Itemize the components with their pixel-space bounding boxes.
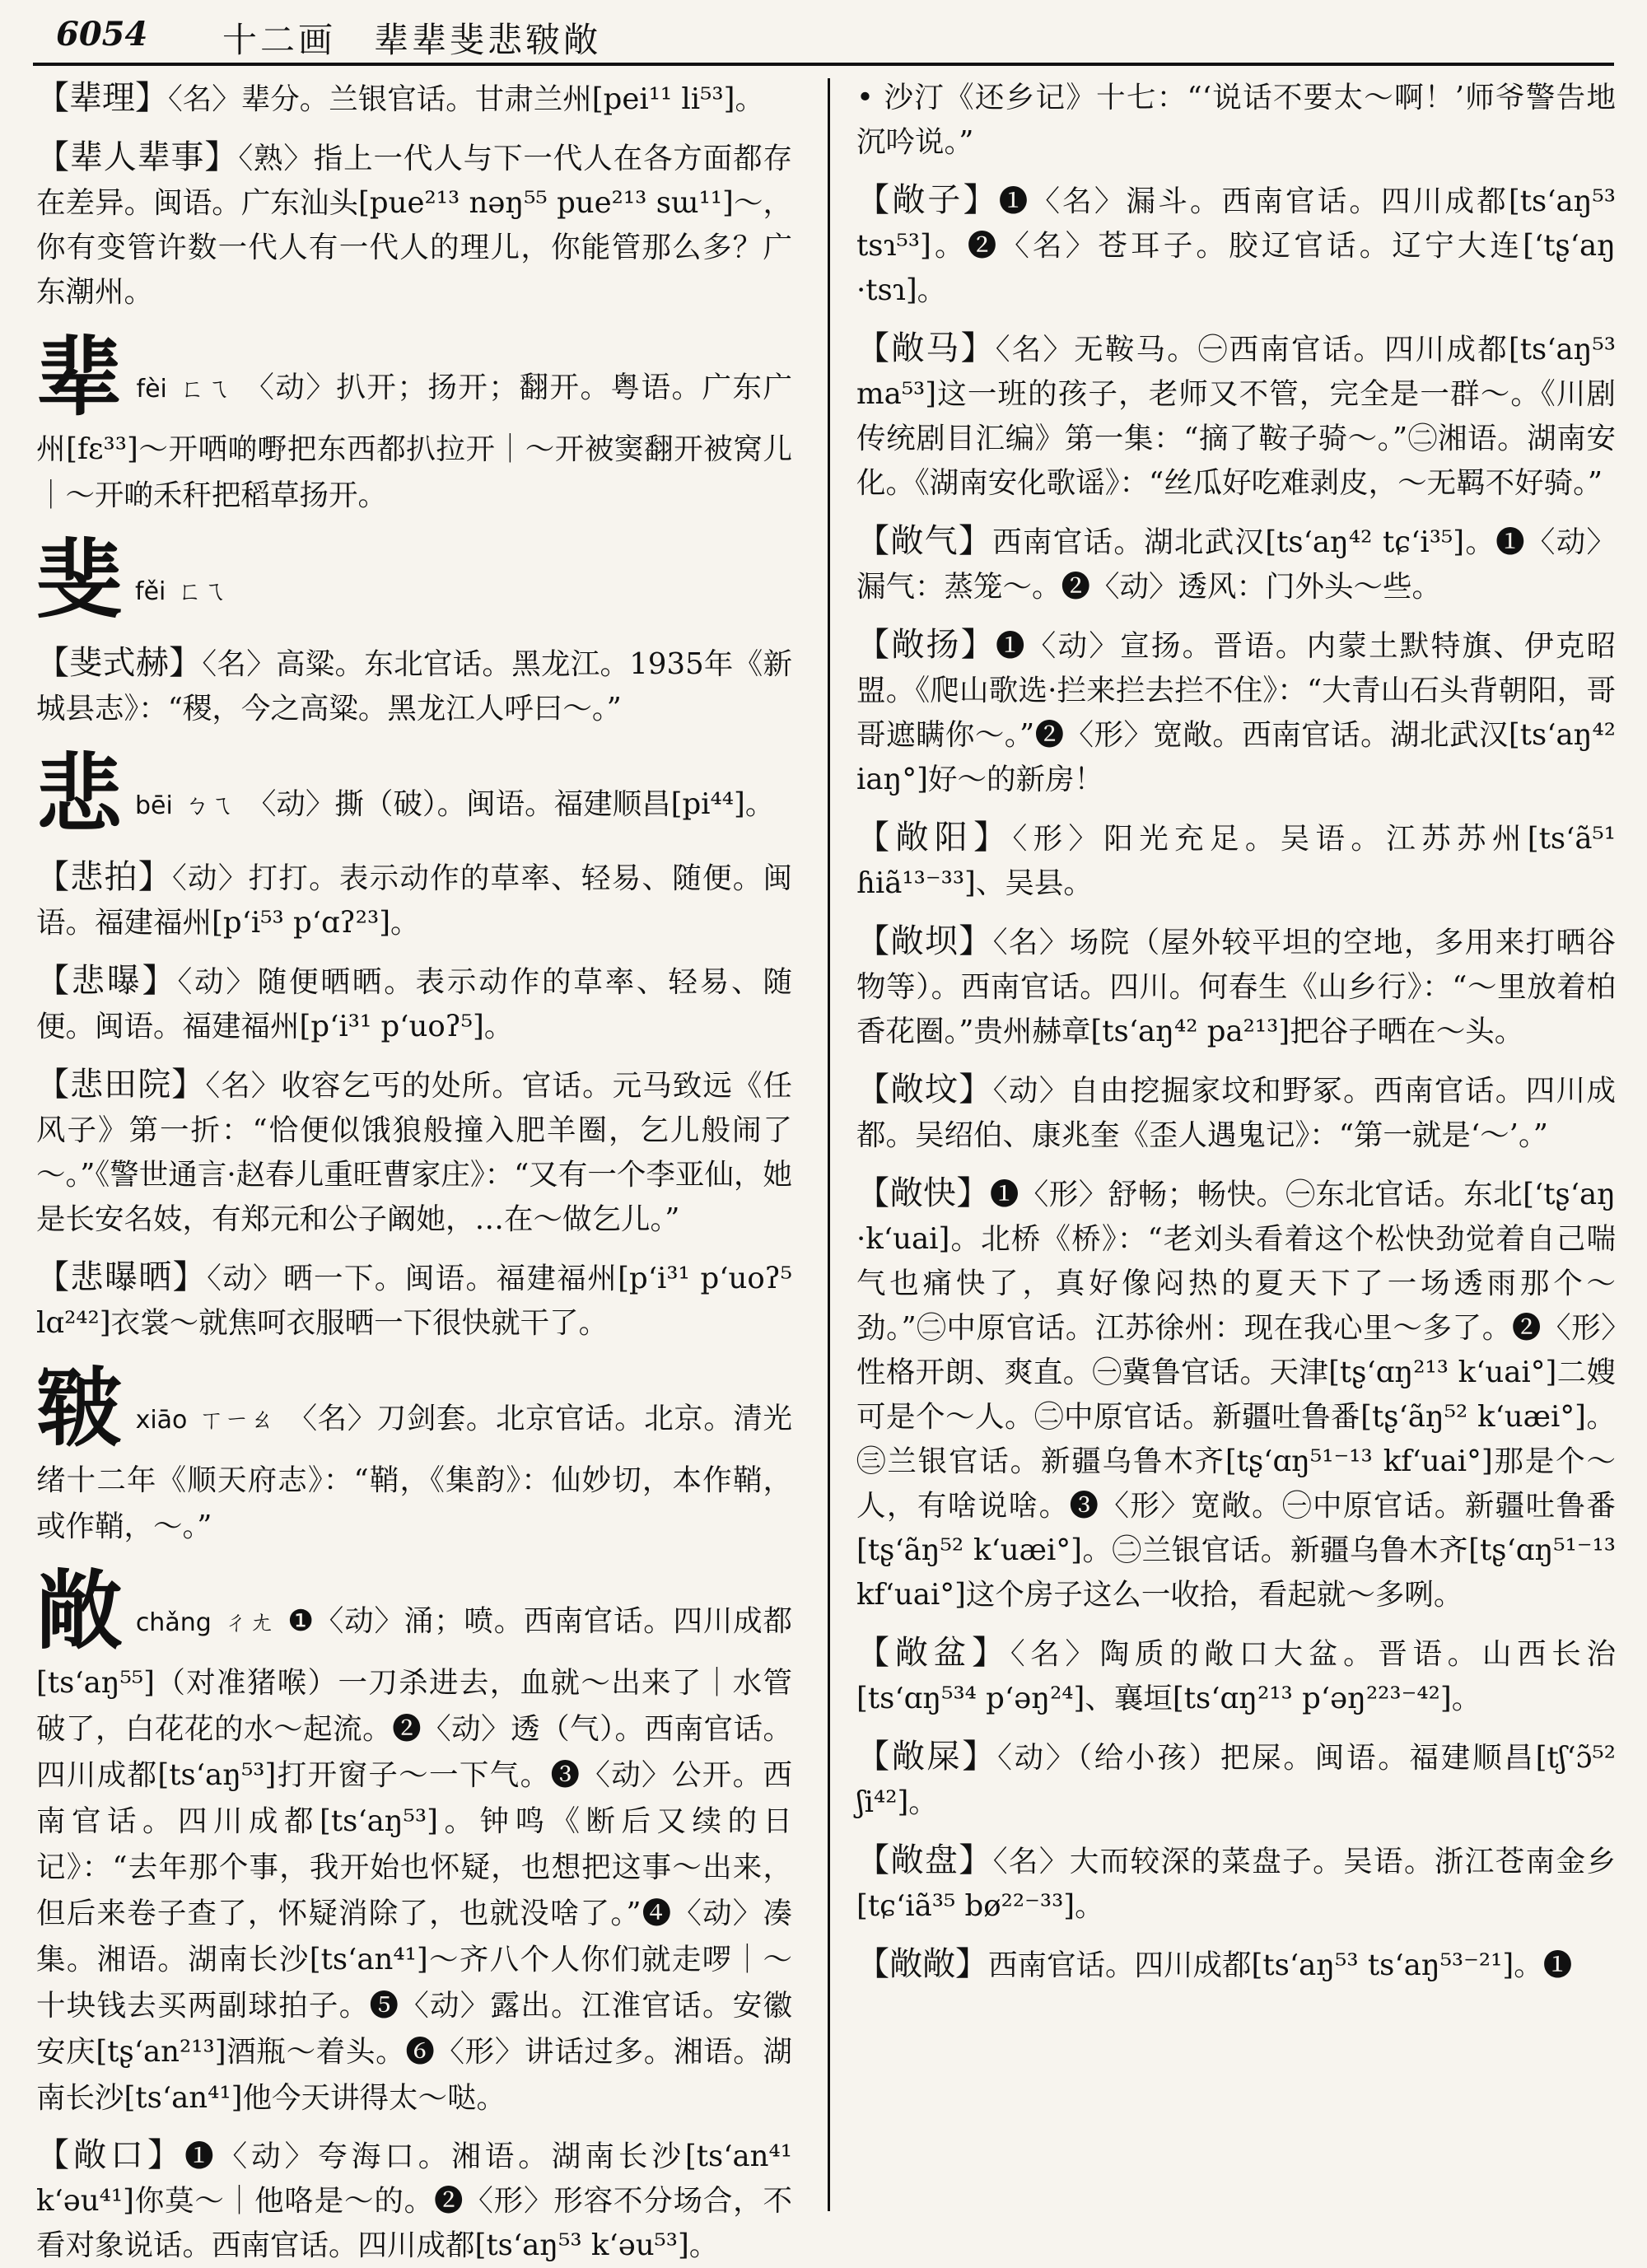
entry-definition: 〈名〉无鞍马。㊀西南官话。四川成都[ts‘aŋ⁵³ ma⁵³]这一班的孩子，老师又不管，完全是一群～。《川剧传统剧目汇编》第一集：“摘了鞍子骑～。”㊁湘语。湖南安化。《湖南安化歌谣》：“丝瓜好吃难剥皮，～无羁不好骑。” (856, 333, 1616, 500)
dictionary-entry (856, 1171, 1616, 1617)
entry-definition: 〈动〉随便晒晒。表示动作的草率、轻易、随便。闽语。福建福州[p‘i³¹ p‘uoʔ⁵]。 (36, 965, 792, 1043)
entry-definition: 〈动〉打打。表示动作的草率、轻易、随便。闽语。福建福州[p‘i⁵³ p‘ɑʔ²³]。 (36, 861, 792, 940)
entry-definition: 〈名〉高粱。东北官话。黑龙江。1935年《新城县志》：“稷，今之高粱。黑龙江人呼曰～。” (36, 647, 792, 726)
character-headword: 辈 (36, 326, 124, 427)
dictionary-entry (856, 623, 1616, 802)
zhuyin: ㄈㄟ (177, 577, 227, 606)
entry-definition: 〈名〉陶质的敞口大盆。晋语。山西长治[ts‘ɑŋ⁵³⁴ p‘əŋ²⁴]、襄垣[ts‘ɑŋ²¹³ p‘əŋ²²³⁻⁴²]。 (856, 1637, 1616, 1715)
entry-headword: 【悲田院】 (36, 1066, 206, 1104)
dictionary-entry (856, 519, 1616, 609)
entry-definition: ❶〈动〉夸海口。湘语。湖南长沙[ts‘an⁴¹ k‘əu⁴¹]你莫～｜他咯是～的。❷〈形〉形容不分场合，不看对象说话。西南官话。四川成都[ts‘aŋ⁵³ k‘əu⁵³]。 (36, 2140, 792, 2262)
zhuyin: ㄒㄧㄠ (198, 1406, 275, 1435)
dictionary-entry (856, 1838, 1616, 1929)
character-headword: 悲 (36, 743, 123, 844)
entry-definition: 〈名〉收容乞丐的处所。官话。元马致远《任风子》第一折：“恰便似饿狼般撞入肥羊圈，乞儿般闹了～。”《警世通言·赵春儿重旺曹家庄》：“又有一个李亚仙，她是长安名妓，有郑元和公子阚她，…在～做乞儿。” (36, 1069, 792, 1236)
entry-headword: 【悲曝晒】 (36, 1258, 208, 1296)
entry-headword: 【悲曝】 (36, 962, 178, 1000)
dictionary-entry (36, 641, 792, 731)
entry-headword: 【敞盘】 (856, 1841, 993, 1879)
left-column (36, 76, 792, 2262)
entry-headword: 【敞屎】 (856, 1738, 998, 1776)
entry-definition: ❶〈动〉宣扬。晋语。内蒙土默特旗、伊克昭盟。《爬山歌选·拦来拦去拦不住》：“大青山石头背朝阳，哥哥遮瞒你～。”❷〈形〉宽敞。西南官话。湖北武汉[ts‘aŋ⁴² iaŋ°]好～的新房！ (856, 629, 1616, 796)
entry-definition: 〈熟〉指上一代人与下一代人在各方面都存在差异。闽语。广东汕头[pue²¹³ nəŋ⁵⁵ pue²¹³ sɯ¹¹]～，你有变管许数一代人有一代人的理儿，你能管那么多？广东潮州。 (36, 142, 792, 309)
zhuyin: ㄔㄤ (222, 1608, 275, 1637)
entry-headword: 【敞坟】 (856, 1071, 993, 1108)
character-headword: 斐 (36, 529, 123, 630)
entry-definition: ❶〈名〉漏斗。西南官话。四川成都[ts‘aŋ⁵³ tsɿ⁵³]。❷〈名〉苍耳子。胶辽官话。辽宁大连[‘tʂ‘aŋ ·tsɿ]。 (856, 184, 1616, 307)
entry-definition: ❶〈动〉涌；喷。西南官话。四川成都[ts‘aŋ⁵⁵]（对准猪喉）一刀杀进去，血就～出来了｜水管破了，白花花的水～起流。❷〈动〉透（气）。西南官话。四川成都[ts‘aŋ⁵³]打开窗子～一下气。❸〈动〉公开。西南官话。四川成都[ts‘aŋ⁵³]。钟鸣《断后又续的日记》：“去年那个事，我开始也怀疑，也想把这事～出来，但后来卷子查了，怀疑消除了，也就没啥了。”❹〈动〉凑集。湘语。湖南长沙[ts‘an⁴¹]～齐八个人你们就走啰｜～十块钱去买两副球拍子。❺〈动〉露出。江淮官话。安徽安庆[tʂ‘an²¹³]酒瓶～着头。❻〈形〉讲话过多。湘语。湖南长沙[ts‘an⁴¹]他今天讲得太～哒。 (36, 1604, 792, 2115)
entry-headword: 【辈人辈事】 (36, 138, 239, 176)
entry-definition: 〈动〉自由挖掘家坟和野冢。西南官话。四川成都。吴绍伯、康兆奎《歪人遇鬼记》：“第一就是‘～’。” (856, 1074, 1616, 1152)
entry-headword: 【敞马】 (856, 329, 996, 367)
character-entry (36, 530, 792, 629)
dictionary-entry (856, 1942, 1616, 1988)
entry-headword: 【敞扬】 (856, 626, 996, 664)
character-entry (36, 1359, 792, 1550)
page-number: 6054 (56, 15, 148, 54)
entry-definition: 〈名〉场院（屋外较平坦的空地，多用来打晒谷物等）。西南官话。四川。何春生《山乡行》：“～里放着柏香花圈。”贵州赫章[ts‘aŋ⁴² pa²¹³]把谷子晒在～头。 (856, 926, 1616, 1048)
entry-headword: 【敞盆】 (856, 1634, 1010, 1672)
page-header (33, 8, 1614, 59)
character-entry (36, 1561, 792, 2121)
pinyin: chǎng (135, 1608, 212, 1637)
entry-definition: 〈动〉扒开；扬开；翻开。粤语。广东广州[fɛ³³]～开哂啲嘢把东西都扒拉开｜～开被窦翻开被窝儿｜～开啲禾秆把稻草扬开。 (36, 371, 792, 512)
dictionary-entry (856, 1067, 1616, 1158)
dictionary-entry (36, 2133, 792, 2268)
entry-headword: 【敞敞】 (856, 1945, 988, 1983)
dictionary-entry (856, 1631, 1616, 1721)
dictionary-entry (36, 1062, 792, 1242)
right-column (856, 76, 1616, 2217)
pinyin: fěi (135, 577, 166, 606)
dictionary-entry (856, 919, 1616, 1054)
zhuyin: ㄅㄟ (184, 791, 234, 820)
entry-headword: 【敞口】 (36, 2136, 185, 2174)
character-headword: 敞 (36, 1560, 123, 1661)
entry-headword: 【敞快】 (856, 1174, 990, 1212)
entry-headword: 【敞子】 (856, 181, 999, 219)
entry-headword: 【敞坝】 (856, 922, 993, 960)
entry-headword: 【敞阳】 (856, 819, 1013, 856)
dictionary-entry (36, 1255, 792, 1346)
header-rule (33, 63, 1614, 66)
character-entry (36, 744, 792, 843)
zhuyin: ㄈㄟ (178, 375, 232, 404)
entry-definition: 〈动〉（给小孩）把屎。闽语。福建顺昌[tʃ‘ɔ̃⁵² ʃi⁴²]。 (856, 1741, 1617, 1819)
entry-definition: • 沙汀《还乡记》十七：“‘说话不要太～啊！’师爷警告地沉吟说。” (856, 81, 1616, 159)
pinyin: xiāo (135, 1406, 188, 1435)
entry-definition: 〈名〉辈分。兰银官话。甘肃兰州[pei¹¹ li⁵³]。 (168, 82, 764, 116)
entry-continuation (856, 76, 1616, 165)
entry-definition: 〈形〉阳光充足。吴语。江苏苏州[ts‘ã⁵¹ ɦiã¹³⁻³³]、吴县。 (856, 822, 1617, 900)
pinyin: bēi (135, 791, 173, 820)
dictionary-entry (36, 959, 792, 1049)
character-entry (36, 328, 792, 519)
dictionary-entry (856, 178, 1616, 313)
dictionary-entry (856, 815, 1616, 906)
entry-headword: 【敞气】 (856, 522, 993, 560)
entry-definition: 西南官话。四川成都[ts‘aŋ⁵³ ts‘aŋ⁵³⁻²¹]。❶ (988, 1948, 1573, 1982)
entry-headword: 【悲拍】 (36, 858, 173, 896)
entry-headword: 【斐式赫】 (36, 644, 203, 682)
column-divider (828, 78, 830, 2211)
dictionary-entry (856, 326, 1616, 506)
dictionary-entry (856, 1734, 1616, 1825)
running-title: 十二画 辈辈斐悲皲敞 (222, 20, 602, 60)
character-headword: 皲 (36, 1357, 123, 1458)
entry-definition: 〈动〉晒一下。闽语。福建福州[p‘i³¹ p‘uoʔ⁵ lɑ²⁴²]衣裳～就焦呵衣服晒一下很快就干了。 (36, 1262, 792, 1340)
entry-definition: ❶〈形〉舒畅；畅快。㊀东北官话。东北[‘tʂ‘aŋ ·k‘uai]。北桥《桥》：“老刘头看着这个松快劲觉着自己喘气也痛快了，真好像闷热的夏天下了一场透雨那个～劲。”㊁中原官话。江苏徐州：现在我心里～多了。❷〈形〉性格开朗、爽直。㊀冀鲁官话。天津[tʂ‘ɑŋ²¹³ k‘uai°]二嫂可是个～人。㊁中原官话。新疆吐鲁番[tʂ‘ãŋ⁵² k‘uæi°]。㊂兰银官话。新疆乌鲁木齐[tʂ‘ɑŋ⁵¹⁻¹³ kf‘uai°]那是个～人，有啥说啥。❸〈形〉宽敞。㊀中原官话。新疆吐鲁番[tʂ‘ãŋ⁵² k‘uæi°]。㊁兰银官话。新疆乌鲁木齐[tʂ‘ɑŋ⁵¹⁻¹³ kf‘uai°]这个房子这么一收拾，看起就～多咧。 (856, 1178, 1617, 1612)
dictionary-entry (36, 135, 792, 315)
entry-definition: 〈名〉大而较深的菜盘子。吴语。浙江苍南金乡[tɕ‘iã³⁵ bø²²⁻³³]。 (856, 1845, 1616, 1923)
entry-definition: 〈动〉撕（破）。闽语。福建顺昌[pi⁴⁴]。 (246, 787, 775, 821)
pinyin: fèi (136, 375, 167, 404)
dictionary-entry (36, 76, 792, 122)
entry-headword: 【辈理】 (36, 79, 168, 117)
entry-definition: 〈名〉刀剑套。北京官话。北京。清光绪十二年《顺天府志》：“鞘，《集韵》：仙妙切，本作鞘，或作鞘，～。” (36, 1402, 792, 1543)
dictionary-entry (36, 855, 792, 945)
entry-definition: 西南官话。湖北武汉[ts‘aŋ⁴² tɕ‘i³⁵]。❶〈动〉漏气：蒸笼～。❷〈动〉透风：门外头～些。 (856, 525, 1617, 604)
